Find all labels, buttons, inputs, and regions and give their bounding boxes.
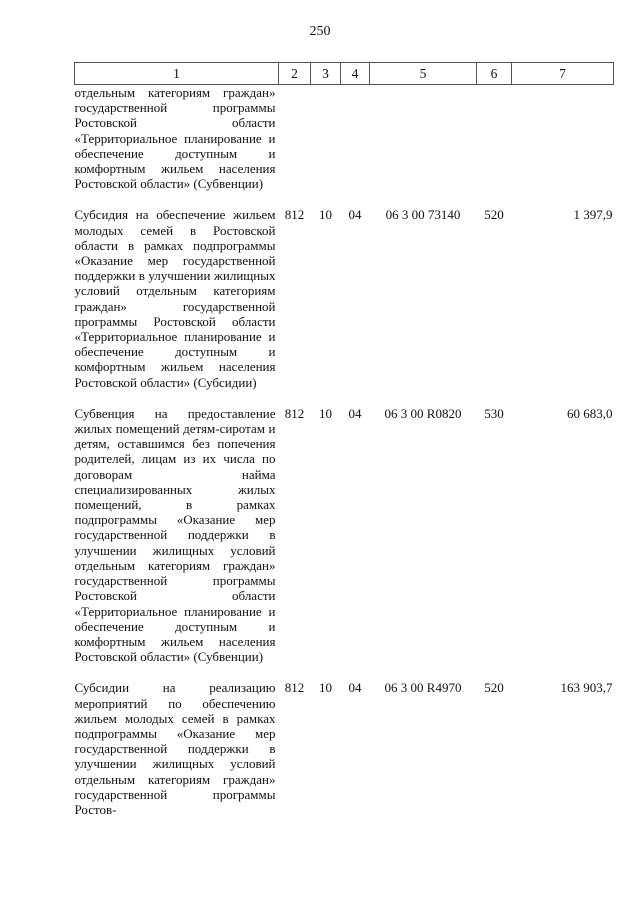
amount: 60 683,0: [567, 405, 613, 421]
column-header: 1: [75, 63, 279, 85]
row-description: Субвенция на предоставление жилых помещений детям-сиротам и детям, оставшимся без попечения родителей, лицам из их числа по договорам найма специализированных жилых помещений, в рамках подпрограммы «Оказание мер государственной поддержки в улучшении жилищных условий отдельным категориям граждан» государственной программы Ростовской области «Территориальное планирование и обеспечение доступным и комфортным жильем населения Ростовской области» (Субвенции): [74, 405, 276, 665]
table-row: [75, 664, 614, 817]
expense-type-code: [477, 85, 512, 192]
subsection-code: 04: [348, 405, 362, 421]
row-description: Субсидии на реализацию мероприятий по обеспечению жильем молодых семей в рамках подпрограммы «Оказание мер государственной поддержки в улучшении жилищных условий отдельным категориям граждан» государственной программы Ростов-: [74, 680, 276, 817]
target-article-code: 06 3 00 R4970: [384, 680, 462, 696]
amount: 1 397,9: [573, 207, 613, 223]
target-article-code: [370, 85, 477, 192]
ministry-code: 812: [284, 680, 305, 696]
table-row: [75, 85, 614, 192]
row-description: Субсидия на обеспечение жильем молодых семей в Ростовской области в рамках подпрограммы «Оказание мер государственной поддержки в улучшении жилищных условий отдельным категориям граждан» государственной программы Ростовской области «Территориальное планирование и обеспечение доступным и комфортным жильем населения Ростовской области» (Субсидии): [74, 207, 276, 390]
column-header: 6: [477, 63, 512, 85]
target-article-code: 06 3 00 73140: [385, 207, 461, 223]
target-article-code: 06 3 00 R0820: [384, 405, 462, 421]
expense-type-code: 520: [484, 680, 504, 696]
subsection-code: [341, 85, 370, 192]
ministry-code: [279, 85, 311, 192]
subsection-code: 04: [348, 680, 362, 696]
section-code: [311, 85, 341, 192]
expense-type-code: 520: [484, 207, 504, 223]
column-header: 3: [311, 63, 341, 85]
expense-type-code: 530: [484, 405, 504, 421]
subsection-code: 04: [348, 207, 362, 223]
amount: 163 903,7: [560, 680, 613, 696]
section-code: 10: [319, 405, 332, 421]
page-number: 250: [309, 24, 331, 39]
amount: [512, 85, 614, 192]
table-row: [75, 390, 614, 664]
column-header: 4: [341, 63, 370, 85]
ministry-code: 812: [284, 405, 305, 421]
budget-table: [74, 62, 614, 817]
section-code: 10: [319, 680, 332, 696]
row-description: отдельным категориям граждан» государственной программы Ростовской области «Территориальное планирование и обеспечение доступным и комфортным жильем населения Ростовской области» (Субвенции): [74, 85, 276, 192]
column-header: 5: [370, 63, 477, 85]
column-header: 7: [512, 63, 614, 85]
section-code: 10: [319, 207, 332, 223]
column-header: 2: [279, 63, 311, 85]
table-row: [75, 191, 614, 389]
table-header-row: [75, 63, 614, 85]
ministry-code: 812: [284, 207, 305, 223]
